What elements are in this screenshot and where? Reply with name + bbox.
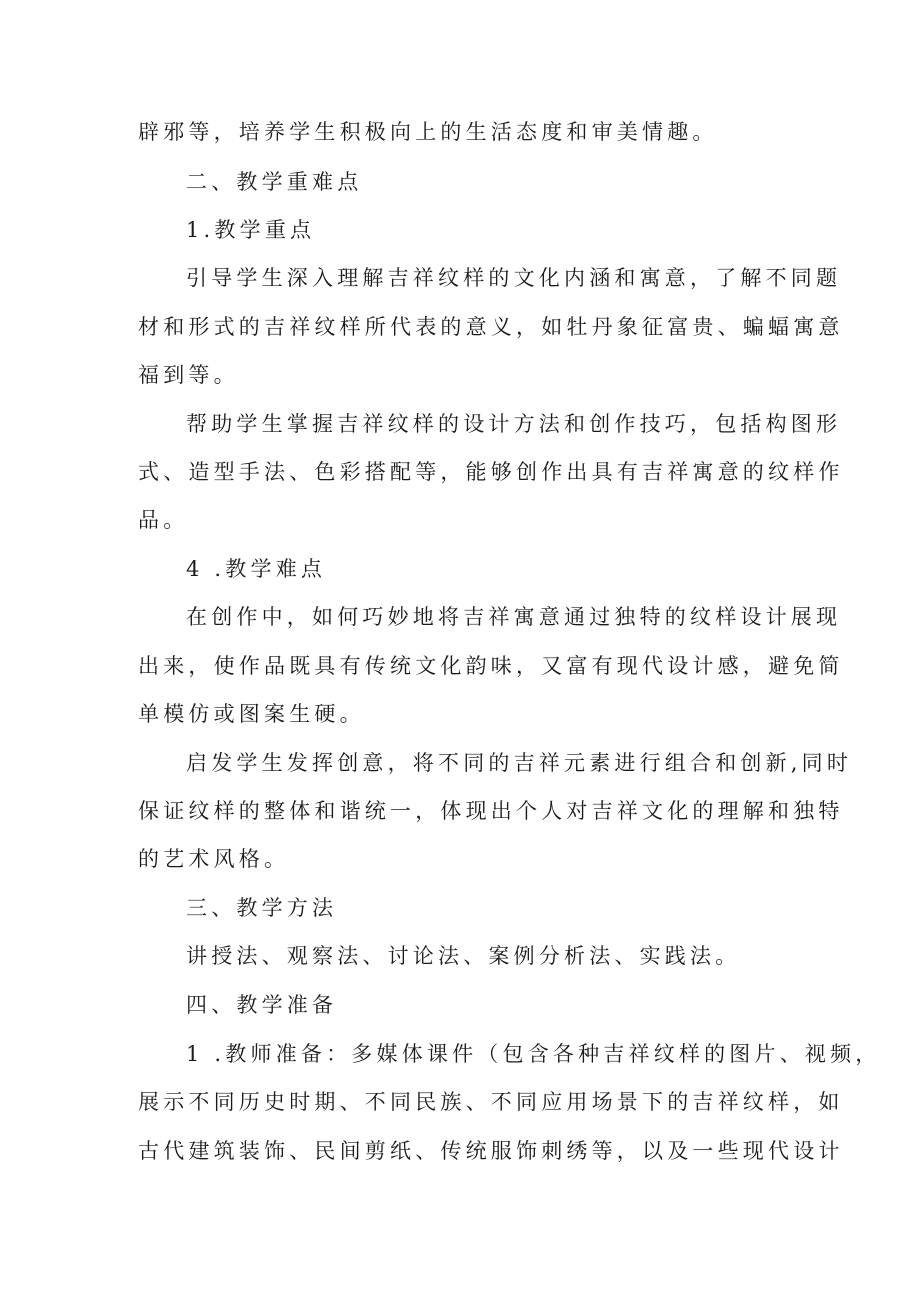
paragraph-line: 福到等。 <box>138 363 239 387</box>
paragraph-line: 古代建筑装饰、民间剪纸、传统服饰刺绣等，以及一些现代设计 <box>138 1139 844 1163</box>
paragraph-line: 品。 <box>138 508 189 532</box>
paragraph-line: 帮助学生掌握吉祥纹样的设计方法和创作技巧，包括构图形 <box>186 412 842 436</box>
paragraph-line: 讲授法、观察法、讨论法、案例分析法、实践法。 <box>186 944 741 968</box>
paragraph-line: 材和形式的吉祥纹样所代表的意义，如牡丹象征富贵、蝙蝠寓意 <box>138 315 844 339</box>
section-heading: 四、教学准备 <box>186 993 338 1017</box>
paragraph-line: 辟邪等，培养学生积极向上的生活态度和审美情趣。 <box>138 120 718 144</box>
subsection-heading: 4 .教学难点 <box>186 557 327 581</box>
section-heading: 三、教学方法 <box>186 896 338 920</box>
paragraph-line: 启发学生发挥创意，将不同的吉祥元素进行组合和创新,同时 <box>186 751 853 775</box>
paragraph-line: 展示不同历史时期、不同民族、不同应用场景下的吉祥纹样，如 <box>138 1090 844 1114</box>
paragraph-line: 的艺术风格。 <box>138 847 290 871</box>
paragraph-line: 式、造型手法、色彩搭配等，能够创作出具有吉祥寓意的纹样作 <box>138 460 844 484</box>
paragraph-line: 出来，使作品既具有传统文化韵味，又富有现代设计感，避免简 <box>138 654 844 678</box>
subsection-heading: 1.教学重点 <box>186 218 316 242</box>
paragraph-line: 在创作中，如何巧妙地将吉祥寓意通过独特的纹样设计展现 <box>186 605 842 629</box>
paragraph-line: 引导学生深入理解吉祥纹样的文化内涵和寓意，了解不同题 <box>186 266 842 290</box>
paragraph-line: 单模仿或图案生硬。 <box>138 702 365 726</box>
paragraph-line: 1 .教师准备：多媒体课件（包含各种吉祥纹样的图片、视频， <box>186 1042 881 1066</box>
section-heading: 二、教学重难点 <box>186 170 363 194</box>
paragraph-line: 保证纹样的整体和谐统一，体现出个人对吉祥文化的理解和独特 <box>138 799 844 823</box>
